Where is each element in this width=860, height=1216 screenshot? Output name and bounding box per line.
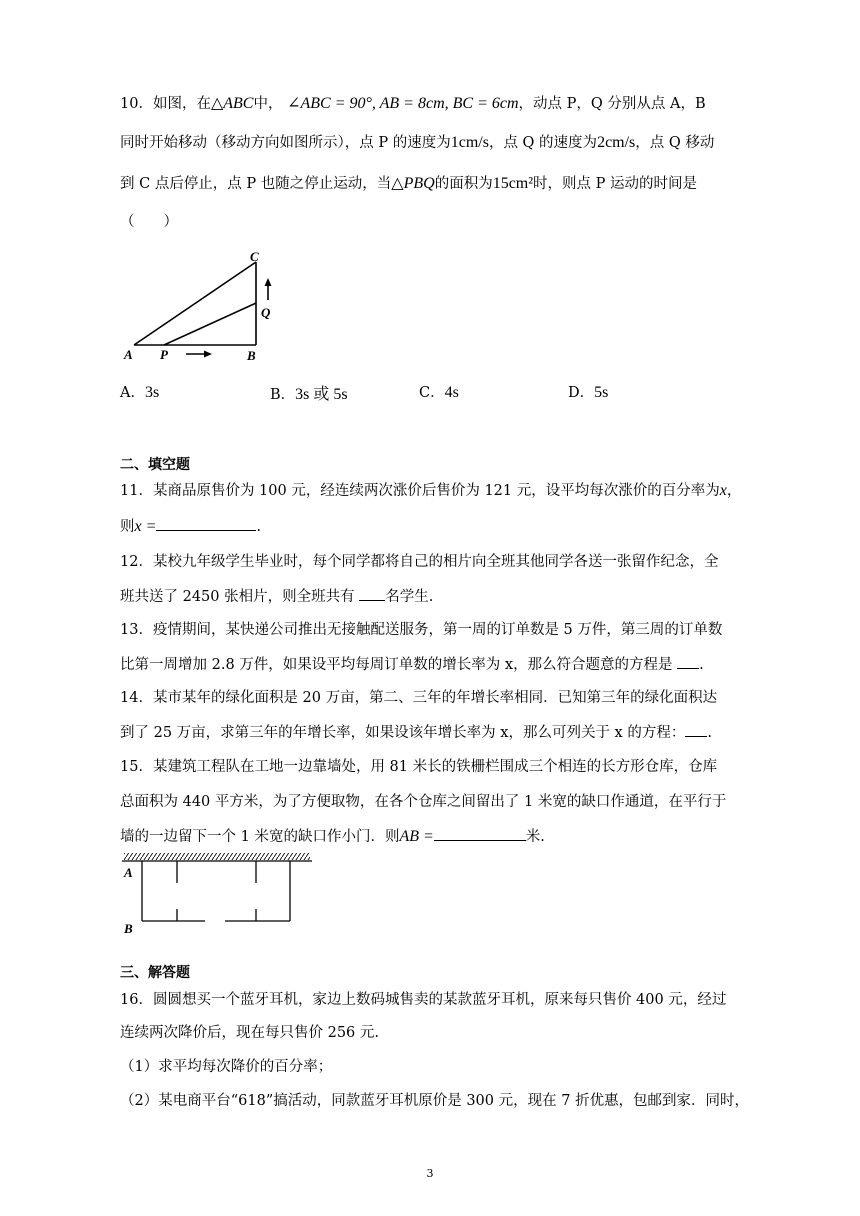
label-b: B (124, 921, 133, 936)
option-letter: D． (568, 385, 595, 401)
q12-answer-blank[interactable] (359, 586, 385, 601)
label-c: C (250, 249, 259, 264)
q11-text: . (256, 519, 262, 535)
q10-text: ，点 Q 的速度为 (488, 135, 598, 151)
q10-triangle-pbq: △PBQ (391, 175, 435, 192)
label-a: A (124, 347, 133, 362)
q10-line-1 (120, 94, 706, 114)
q12-text: 名学生. (385, 589, 434, 605)
q16-part-1: （1）求平均每次降价的百分率； (120, 1059, 333, 1075)
option-letter: A． (120, 385, 145, 401)
q13-text: 比第一周增加 2.8 万件，如果设平均每周订单数的增长率为 x，那么符合题意的方程是 (120, 657, 673, 673)
q14-text: 到了 25 万亩，求第三年的年增长率，如果设该年增长率为 x，那么可列关于 x 的方程： (120, 725, 686, 741)
section-3-title: 三、解答题 (120, 965, 190, 981)
q13-text: . (699, 657, 704, 673)
q10-text: ，点 Q 移动 (635, 135, 715, 151)
label-p: P (160, 347, 168, 362)
q13-line-1: 13．疫情期间，某快递公司推出无接触配送服务，第一周的订单数是 5 万件，第三周的订单数 (120, 622, 723, 638)
q16-line-2: 连续两次降价后，现在每只售价 256 元. (120, 1025, 380, 1041)
q10-option-c[interactable] (419, 381, 459, 402)
q12-text: 班共送了 2450 张相片，则全班共有 (120, 589, 355, 605)
q16-part-2: （2）某电商平台“618”搞活动，同款蓝牙耳机原价是 300 元，现在 7 折优惠，包邮到家．同时， (120, 1093, 750, 1109)
segment-pq (164, 303, 256, 345)
option-text: 3s 或 5s (295, 386, 348, 403)
q10-text: 同时开始移动（移动方向如图所示），点 P 的速度为 (120, 135, 451, 151)
q10-line-2 (120, 133, 714, 153)
q15-equation: AB = (399, 828, 434, 845)
option-letter: C． (419, 385, 445, 401)
page-number: 3 (426, 1167, 434, 1180)
q13-answer-blank[interactable] (677, 654, 699, 669)
q10-line-3 (120, 174, 697, 194)
q10-text: ，动点 P，Q 分别从点 A，B (518, 96, 706, 112)
q13-line-2 (120, 654, 704, 675)
q10-triangle-abc: △ABC (210, 95, 254, 112)
wall-hatching (124, 853, 310, 860)
q10-text: 中， (253, 96, 283, 112)
label-a: A (124, 865, 133, 880)
q15-warehouse-figure (118, 851, 318, 937)
q11-line-2 (120, 516, 261, 537)
q10-area: 15cm² (492, 175, 534, 192)
q14-answer-blank[interactable] (685, 722, 707, 737)
q10-given-math: ∠ABC = 90°, AB = 8cm, BC = 6cm (287, 95, 519, 112)
q10-answer-paren: （ ） (120, 214, 178, 230)
arrow-q-head (265, 278, 272, 286)
q11-text: ， (726, 483, 742, 499)
q10-option-b[interactable] (270, 381, 348, 404)
arrow-p-head (204, 351, 212, 358)
q11-text: 11．某商品原售价为 100 元，经连续两次涨价后售价为 121 元，设平均每次涨价的百分率为 (120, 483, 720, 499)
q10-triangle-figure (120, 248, 280, 366)
q14-line-1: 14．某市某年的绿化面积是 20 万亩，第二、三年的年增长率相同．已知第三年的绿化面积达 (120, 690, 718, 706)
q15-answer-blank[interactable] (434, 826, 526, 841)
q10-text: 到 C 点后停止，点 P 也随之停止运动，当 (120, 176, 392, 192)
q15-line-3 (120, 826, 545, 847)
q10-speed-p: 1cm/s (450, 134, 489, 151)
q14-text: . (707, 725, 712, 741)
q10-option-a[interactable] (120, 381, 159, 402)
label-b: B (247, 348, 256, 363)
q15-line-2: 总面积为 440 平方米，为了方便取物，在各个仓库之间留出了 1 米宽的缺口作通道，在平行于 (120, 794, 727, 810)
option-text: 4s (444, 384, 459, 401)
q11-text: 则 (120, 519, 135, 535)
q12-line-1: 12．某校九年级学生毕业时，每个同学都将自己的相片向全班其他同学各送一张留作纪念，全 (120, 554, 719, 570)
q12-line-2 (120, 586, 433, 607)
q10-text: 的面积为 (434, 176, 493, 192)
option-letter: B． (270, 387, 296, 403)
q11-answer-blank[interactable] (156, 516, 256, 531)
q10-option-d[interactable] (568, 381, 608, 402)
q15-text: 墙的一边留下一个 1 米宽的缺口作小门．则 (120, 829, 400, 845)
q11-line-1 (120, 481, 741, 501)
section-2-title: 二、填空题 (120, 457, 190, 473)
q11-variable: x (719, 482, 727, 499)
option-text: 5s (594, 384, 609, 401)
side-ac (134, 262, 256, 345)
q15-text: 米. (525, 829, 545, 845)
q15-line-1: 15．某建筑工程队在工地一边靠墙处，用 81 米长的铁栅栏围成三个相连的长方形仓库，仓库 (120, 759, 718, 775)
label-q: Q (261, 305, 271, 320)
q10-text: 10．如图，在 (120, 96, 211, 112)
q11-equation: x = (134, 518, 157, 535)
q10-text: 时，则点 P 运动的时间是 (533, 176, 698, 192)
option-text: 3s (144, 384, 160, 401)
q16-line-1: 16．圆圆想买一个蓝牙耳机，家边上数码城售卖的某款蓝牙耳机，原来每只售价 400 元，经过 (120, 992, 727, 1008)
q14-line-2 (120, 722, 712, 743)
q10-speed-q: 2cm/s (597, 134, 636, 151)
